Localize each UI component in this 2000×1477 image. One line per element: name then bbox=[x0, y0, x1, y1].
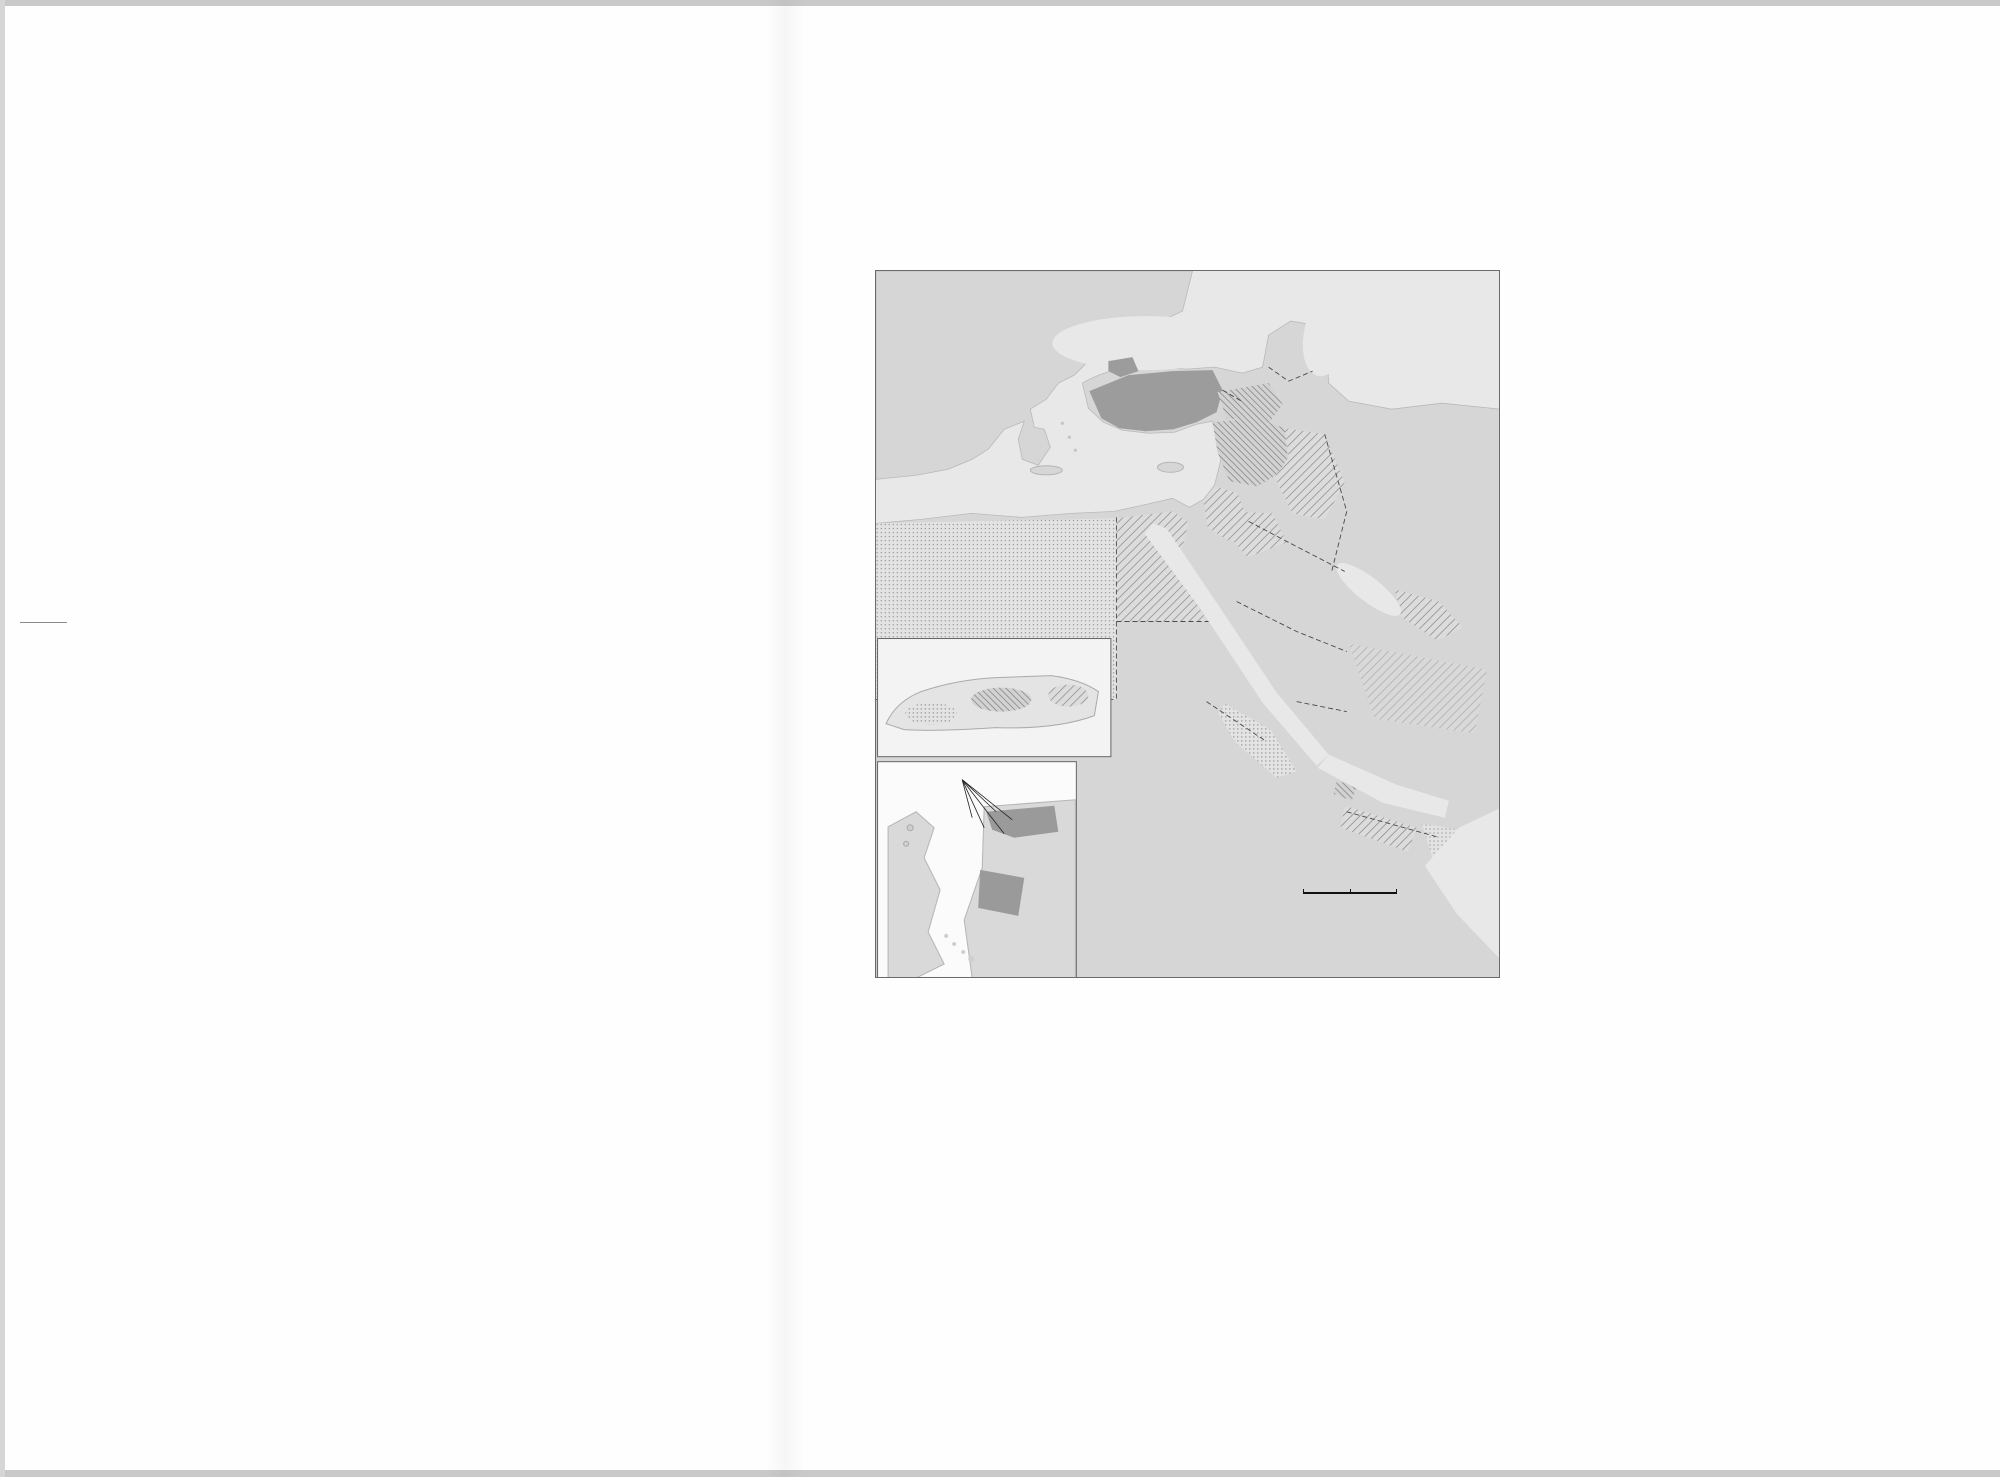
scan-edge-bottom bbox=[0, 1470, 2000, 1477]
scan-edge-top bbox=[0, 0, 2000, 6]
page-gutter bbox=[765, 0, 805, 1477]
page-number-block bbox=[20, 622, 67, 628]
map-overlay bbox=[876, 271, 1499, 977]
map-canvas bbox=[875, 270, 1500, 978]
running-head-vertical bbox=[46, 351, 68, 681]
scale-bar bbox=[1303, 889, 1398, 894]
map-scale bbox=[1303, 888, 1398, 894]
figure-map bbox=[875, 270, 1500, 978]
scan-edge-left bbox=[0, 0, 5, 1477]
